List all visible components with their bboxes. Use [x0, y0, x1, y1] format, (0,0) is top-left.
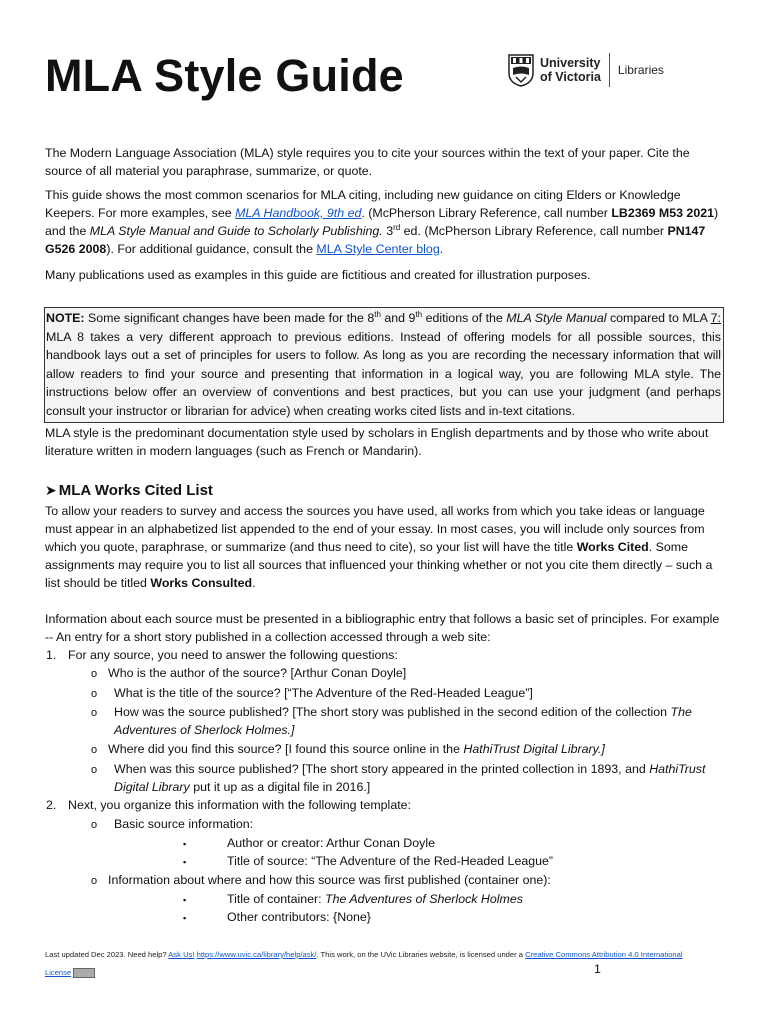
mla-handbook-link[interactable]: MLA Handbook, 9th ed	[235, 206, 362, 220]
mla-style-center-link[interactable]: MLA Style Center blog	[316, 242, 440, 256]
logo-libraries-label: Libraries	[617, 63, 664, 77]
creative-commons-link[interactable]: Creative Commons Attribution 4.0 International	[525, 950, 683, 959]
page-number: 1	[594, 962, 601, 976]
page-footer: Last updated Dec 2023. Need help? Ask Us! https://www.uvic.ca/library/help/ask/. This work, on the UVic Libraries website, is licensed under a Creative Commons Attribution 4.0 International License	[45, 950, 683, 977]
intro-paragraph-3: Many publications used as examples in this guide are fictitious and created for illustration purposes.	[45, 268, 591, 282]
mla-style-paragraph: MLA style is the predominant documentation style used by scholars in English departments and by those who write about literature written in modern languages (such as French or Mandarin).	[45, 426, 709, 458]
list-item-continued: Digital Library put it up as a digital file in 2016.]	[114, 780, 371, 794]
uvic-libraries-logo[interactable]	[508, 52, 664, 88]
intro-paragraph-2: This guide shows the most common scenarios for MLA citing, including new guidance on citing Elders or Knowledge Keepers. For more examples, see MLA Handbook, 9th ed. (McPherson Library Reference, call number LB2369 M53 2021) and the MLA Style Manual and Guide to Scholarly Publishing. 3rd ed. (McPherson Library Reference, call number PN147 G526 2008). For additional guidance, consult the MLA Style Center blog.	[45, 188, 719, 256]
logo-wordmark: University of Victoria	[540, 56, 601, 84]
list-item: Next, you organize this information with the following template:	[68, 798, 411, 812]
square-bullet-icon: ▪	[183, 839, 187, 849]
list-item-continued: Adventures of Sherlock Holmes.]	[114, 723, 295, 737]
uvic-crest-icon	[508, 53, 534, 87]
ask-us-link[interactable]: Ask Us!	[168, 950, 195, 959]
logo-divider	[609, 53, 610, 87]
list-item: What is the title of the source? [“The Adventure of the Red-Headed League”]	[114, 686, 533, 700]
arrow-bullet-icon: ➤	[45, 482, 57, 498]
square-bullet-icon: ▪	[183, 913, 187, 923]
list-item: For any source, you need to answer the following questions:	[68, 648, 398, 662]
cc-by-badge-icon	[73, 968, 95, 978]
note-box: NOTE: Some significant changes have been made for the 8th and 9th editions of the MLA Style Manual compared to MLA 7: MLA 8 takes a very different approach to previous editions. Instead of offering models for all possible sources, this handbook lays out a set of principles for users to follow. As long as you are recording the necessary information that will allow readers to find your source and presenting that information in a logical way, you are following MLA style. The instructions below offer an overview of conventions and best practices, but you can use your judgment (and perhaps consult your instructor or librarian for advice) when creating works cited lists and in-text citations.	[44, 307, 724, 423]
list-item: When was this source published? [The short story appeared in the printed collection in 1893, and HathiTrust	[114, 762, 706, 776]
list-number: 2.	[46, 798, 57, 812]
square-bullet-icon: ▪	[183, 895, 187, 905]
info-paragraph: Information about each source must be presented in a bibliographic entry that follows a basic set of principles. For example -- An entry for a short story published in a collection accessed through a web site:	[45, 612, 720, 644]
license-link[interactable]: License	[45, 968, 72, 977]
list-item: Who is the author of the source? [Arthur Conan Doyle]	[108, 666, 407, 680]
circle-bullet-icon: o	[91, 744, 98, 756]
circle-bullet-icon: o	[91, 875, 98, 887]
works-cited-paragraph: To allow your readers to survey and access the sources you have used, all works from which you take ideas or language must appear in an alphabetized list appended to the end of your essay. In most cases, you will include only sources from which you quote, paraphrase, or summarize (and thus need to cite), so your list will have the title Works Cited. Some assignments may require you to list all sources that influenced your thinking whether or not you cite them directly – such a list should be titled Works Consulted.	[45, 504, 713, 590]
page-title: MLA Style Guide	[45, 50, 404, 101]
list-item: Basic source information:	[114, 817, 254, 831]
section-heading-works-cited: ➤ MLA Works Cited List	[45, 482, 213, 499]
intro-paragraph-1: The Modern Language Association (MLA) style requires you to cite your sources within the text of your paper. Cite the source of all material you paraphrase, summarize, or quote.	[45, 146, 690, 178]
circle-bullet-icon: o	[91, 668, 98, 680]
circle-bullet-icon: o	[91, 764, 98, 776]
square-bullet-icon: ▪	[183, 857, 187, 867]
list-item: Author or creator: Arthur Conan Doyle	[227, 836, 435, 850]
list-item: Information about where and how this source was first published (container one):	[108, 873, 551, 887]
list-item: Where did you find this source? [I found this source online in the HathiTrust Digital Library.]	[108, 742, 605, 756]
list-number: 1.	[46, 648, 57, 662]
ask-us-url-link[interactable]: https://www.uvic.ca/library/help/ask/	[196, 950, 317, 959]
list-item: Title of source: “The Adventure of the Red-Headed League”	[227, 854, 554, 868]
circle-bullet-icon: o	[91, 688, 98, 700]
circle-bullet-icon: o	[91, 819, 98, 831]
list-item: Title of container: The Adventures of Sherlock Holmes	[227, 892, 523, 906]
list-item: Other contributors: {None}	[227, 910, 371, 924]
circle-bullet-icon: o	[91, 707, 98, 719]
list-item: How was the source published? [The short story was published in the second edition of the collection The	[114, 705, 692, 719]
